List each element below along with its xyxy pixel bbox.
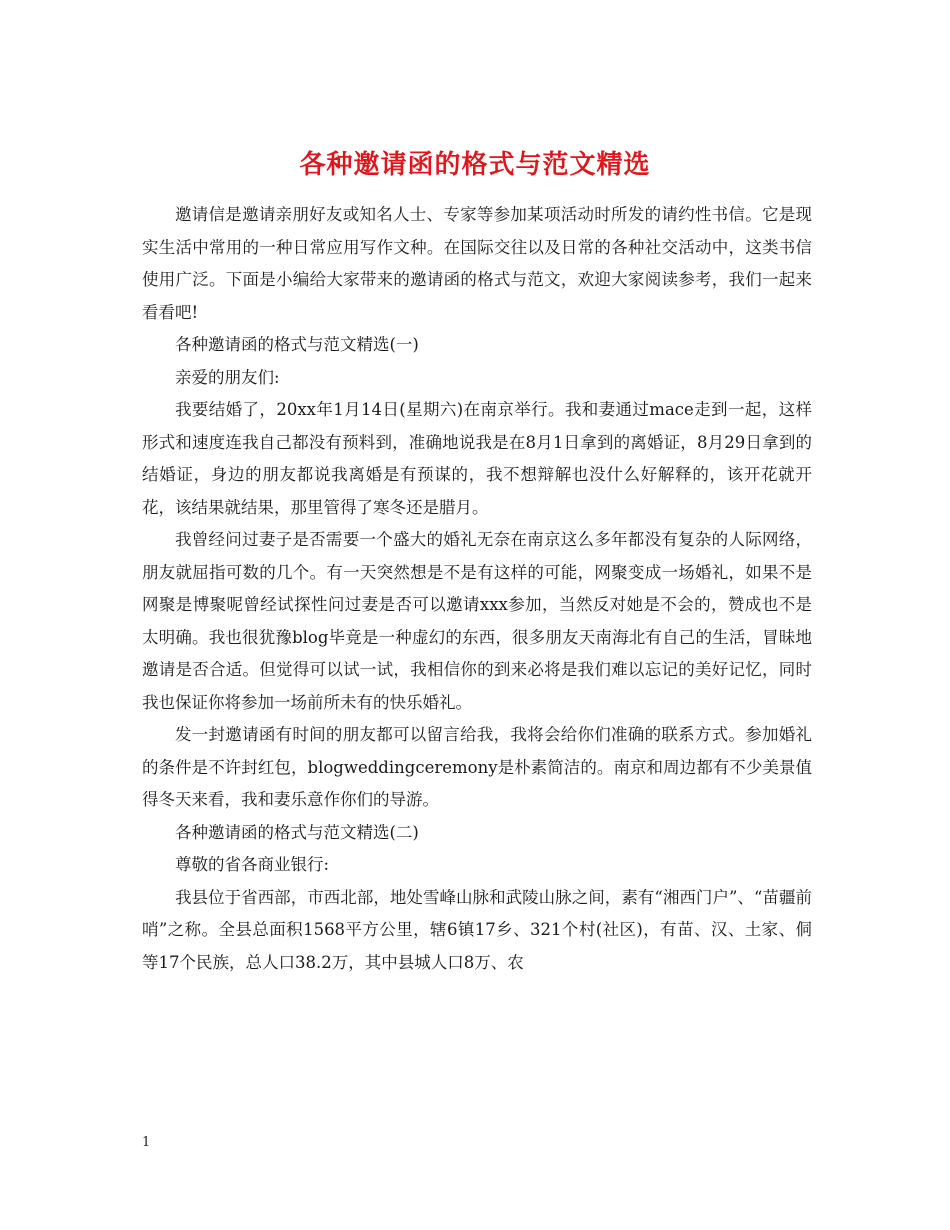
county-paragraph: 我县位于省西部，市西北部，地处雪峰山脉和武陵山脉之间，素有“湘西门户”、“苗疆前哨”之称。全县总面积1568平方公里，辖6镇17乡、321个村(社区)，有苗、汉、土家、侗等17个民族，总人口38.2万，其中县城人口8万、农 <box>142 887 812 972</box>
intro-paragraph: 邀请信是邀请亲朋好友或知名人士、专家等参加某项活动时所发的请约性书信。它是现实生活中常用的一种日常应用写作文种。在国际交往以及日常的各种社交活动中，这类书信使用广泛。下面是小编给大家带来的邀请函的格式与范文，欢迎大家阅读参考，我们一起来看看吧! <box>142 205 812 322</box>
salutation-banks: 尊敬的省各商业银行: <box>175 855 330 874</box>
section-heading-two: 各种邀请函的格式与范文精选(二) <box>175 822 419 842</box>
page-number: 1 <box>142 1135 151 1150</box>
section-heading-one: 各种邀请函的格式与范文精选(一) <box>175 335 419 354</box>
wedding-paragraph-two: 我曾经问过妻子是否需要一个盛大的婚礼无奈在南京这么多年都没有复杂的人际网络，朋友就屈指可数的几个。有一天突然想是不是有这样的可能，网聚变成一场婚礼，如果不是网聚是博聚呢曾经试探性问过妻是否可以邀请xxx参加，当然反对她是不会的，赞成也不是太明确。我也很犹豫blog毕竟是一种虚幻的东西，很多朋友天南海北有自己的生活，冒昧地邀请是否合适。但觉得可以试一试，我相信你的到来必将是我们难以忘记的美好记忆，同时我也保证你将参加一场前所未有的快乐婚礼。 <box>142 530 812 712</box>
document-body <box>142 199 812 979</box>
wedding-paragraph-one: 我要结婚了，20xx年1月14日(星期六)在南京举行。我和妻通过mace走到一起，这样形式和速度连我自己都没有预料到，准确地说我是在8月1日拿到的离婚证，8月29日拿到的结婚证，身边的朋友都说我离婚是有预谋的，我不想辩解也没什么好解释的，该开花就开花，该结果就结果，那里管得了寒冬还是腊月。 <box>142 400 812 517</box>
salutation-friends: 亲爱的朋友们: <box>175 367 280 387</box>
document-title: 各种邀请函的格式与范文精选 <box>299 150 651 181</box>
wedding-paragraph-three: 发一封邀请函有时间的朋友都可以留言给我，我将会给你们准确的联系方式。参加婚礼的条件是不许封红包，blogweddingceremony是朴素简洁的。南京和周边都有不少美景值得冬天来看，我和妻乐意作你们的导游。 <box>142 725 812 809</box>
